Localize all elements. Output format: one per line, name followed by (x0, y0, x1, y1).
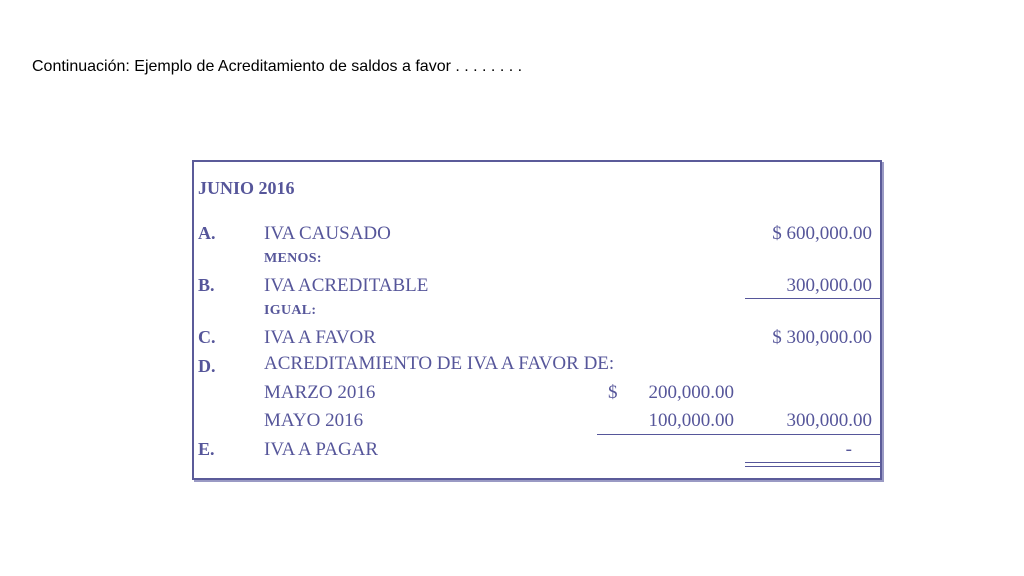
igual-label: IGUAL: (264, 303, 317, 318)
credit-underline (597, 434, 880, 435)
iva-acreditable-label: IVA ACREDITABLE (264, 275, 429, 296)
marzo-amount: 200,000.00 (648, 382, 734, 403)
iva-a-pagar-amount: - (845, 439, 852, 460)
menos-label: MENOS: (264, 251, 322, 266)
slide-heading: Continuación: Ejemplo de Acreditamiento de saldos a favor . . . . . . . . (32, 58, 523, 75)
letter-c: C. (198, 327, 216, 347)
total-double-line-top (745, 462, 880, 463)
acreditamiento-label: ACREDITAMIENTO DE IVA A FAVOR DE: (264, 353, 615, 374)
letter-e: E. (198, 439, 215, 459)
iva-acreditable-amount: 300,000.00 (786, 275, 872, 296)
marzo-label: MARZO 2016 (264, 382, 376, 403)
letter-d: D. (198, 356, 216, 376)
mayo-amount: 100,000.00 (648, 410, 734, 431)
iva-causado-amount: $ 600,000.00 (772, 223, 872, 244)
iva-table (192, 160, 882, 480)
iva-causado-label: IVA CAUSADO (264, 223, 391, 244)
letter-b: B. (198, 275, 215, 295)
iva-a-favor-label: IVA A FAVOR (264, 327, 376, 348)
letter-a: A. (198, 223, 216, 243)
iva-a-pagar-label: IVA A PAGAR (264, 439, 379, 460)
mayo-total: 300,000.00 (786, 410, 872, 431)
subtotal-underline (745, 298, 880, 299)
month-title: JUNIO 2016 (198, 178, 295, 198)
mayo-label: MAYO 2016 (264, 410, 364, 431)
marzo-currency: $ (608, 382, 618, 403)
iva-a-favor-amount: $ 300,000.00 (772, 327, 872, 348)
total-double-line-bottom (745, 466, 880, 467)
